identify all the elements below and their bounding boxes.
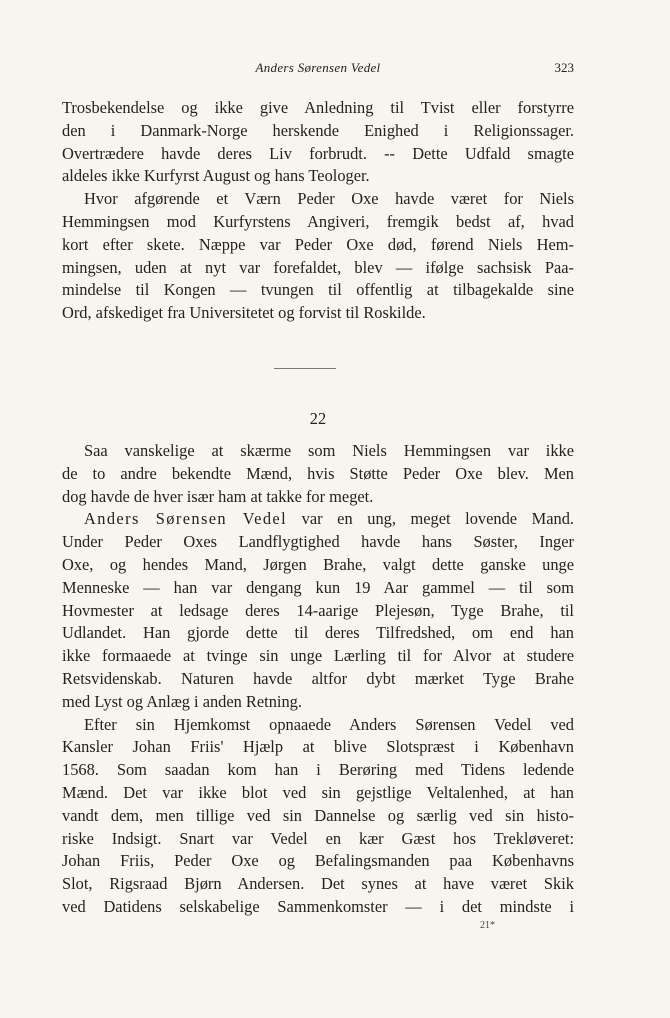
- text-line: med Lyst og Anlæg i anden Retning.: [62, 691, 302, 711]
- text-line: mindelse til Kongen — tvungen til offentlig at tilbagekalde sine: [62, 280, 574, 300]
- text-line: Udlandet. Han gjorde dette til deres Tilfredshed, om end han: [62, 623, 574, 643]
- text-line: de to andre bekendte Mænd, hvis Støtte Peder Oxe blev. Men: [62, 463, 574, 483]
- signature-mark: 21*: [480, 920, 495, 931]
- page-number: 323: [554, 60, 574, 75]
- text-line-rest: var en ung, meget lovende Mand.: [301, 509, 574, 529]
- text-line: dog havde de hver især ham at takke for meget.: [62, 486, 374, 506]
- text-line: kort efter skete. Næppe var Peder Oxe død, førend Niels Hem-: [62, 234, 574, 254]
- text-line: Overtrædere havde deres Liv forbrudt. -- Dette Udfald smagte: [62, 143, 574, 163]
- text-line: mingsen, uden at nyt var forefaldet, blev — ifølge sachsisk Paa-: [62, 257, 574, 277]
- text-line: [62, 508, 574, 531]
- text-line: aldeles ikke Kurfyrst August og hans Teologer.: [62, 166, 370, 186]
- text-line: ved Datidens selskabelige Sammenkomster — i det mindste i: [62, 896, 574, 916]
- text-line: Efter sin Hjemkomst opnaaede Anders Sørensen Vedel ved: [84, 714, 574, 734]
- chapter-number: 22: [309, 409, 327, 428]
- spaced-name: Anders Sørensen Vedel: [84, 509, 288, 529]
- text-line: 1568. Som saadan kom han i Berøring med Tidens ledende: [62, 760, 574, 780]
- text-block-2: [62, 440, 574, 919]
- text-line: Johan Friis, Peder Oxe og Befalingsmanden paa Københavns: [62, 851, 574, 871]
- section-separator: [274, 368, 336, 369]
- text-line: den i Danmark-Norge herskende Enighed i Religionssager.: [62, 120, 574, 140]
- text-line: Mænd. Det var ikke blot ved sin gejstlige Veltalenhed, at han: [62, 782, 574, 802]
- running-title: Anders Sørensen Vedel: [255, 60, 381, 75]
- text-line: Hemmingsen mod Kurfyrstens Angiveri, fremgik bedst af, hvad: [62, 211, 574, 231]
- text-line: Under Peder Oxes Landflygtighed havde hans Søster, Inger: [62, 532, 574, 552]
- text-line: Ord, afskediget fra Universitetet og forvist til Roskilde.: [62, 303, 426, 323]
- text-line: Hovmester at ledsage deres 14-aarige Plejesøn, Tyge Brahe, til: [62, 600, 574, 620]
- text-line: riske Indsigt. Snart var Vedel en kær Gæst hos Trekløveret:: [62, 828, 574, 848]
- text-line: Menneske — han var dengang kun 19 Aar gammel — til som: [62, 577, 574, 597]
- text-line: Hvor afgørende et Værn Peder Oxe havde været for Niels: [84, 189, 574, 209]
- text-line: Slot, Rigsraad Bjørn Andersen. Det synes at have været Skik: [62, 874, 574, 894]
- text-block-1: [62, 97, 574, 325]
- text-line: Oxe, og hendes Mand, Jørgen Brahe, valgt dette ganske unge: [62, 554, 574, 574]
- text-line: ikke formaaede at tvinge sin unge Lærling til for Alvor at studere: [62, 646, 574, 666]
- text-line: vandt dem, men tillige ved sin Dannelse og særlig ved sin histo-: [62, 805, 574, 825]
- text-line: Kansler Johan Friis' Hjælp at blive Slotspræst i København: [62, 737, 574, 757]
- text-line: Retsvidenskab. Naturen havde altfor dybt mærket Tyge Brahe: [62, 668, 574, 688]
- text-line: Trosbekendelse og ikke give Anledning til Tvist eller forstyrre: [62, 98, 574, 117]
- text-line: Saa vanskelige at skærme som Niels Hemmingsen var ikke: [84, 441, 574, 460]
